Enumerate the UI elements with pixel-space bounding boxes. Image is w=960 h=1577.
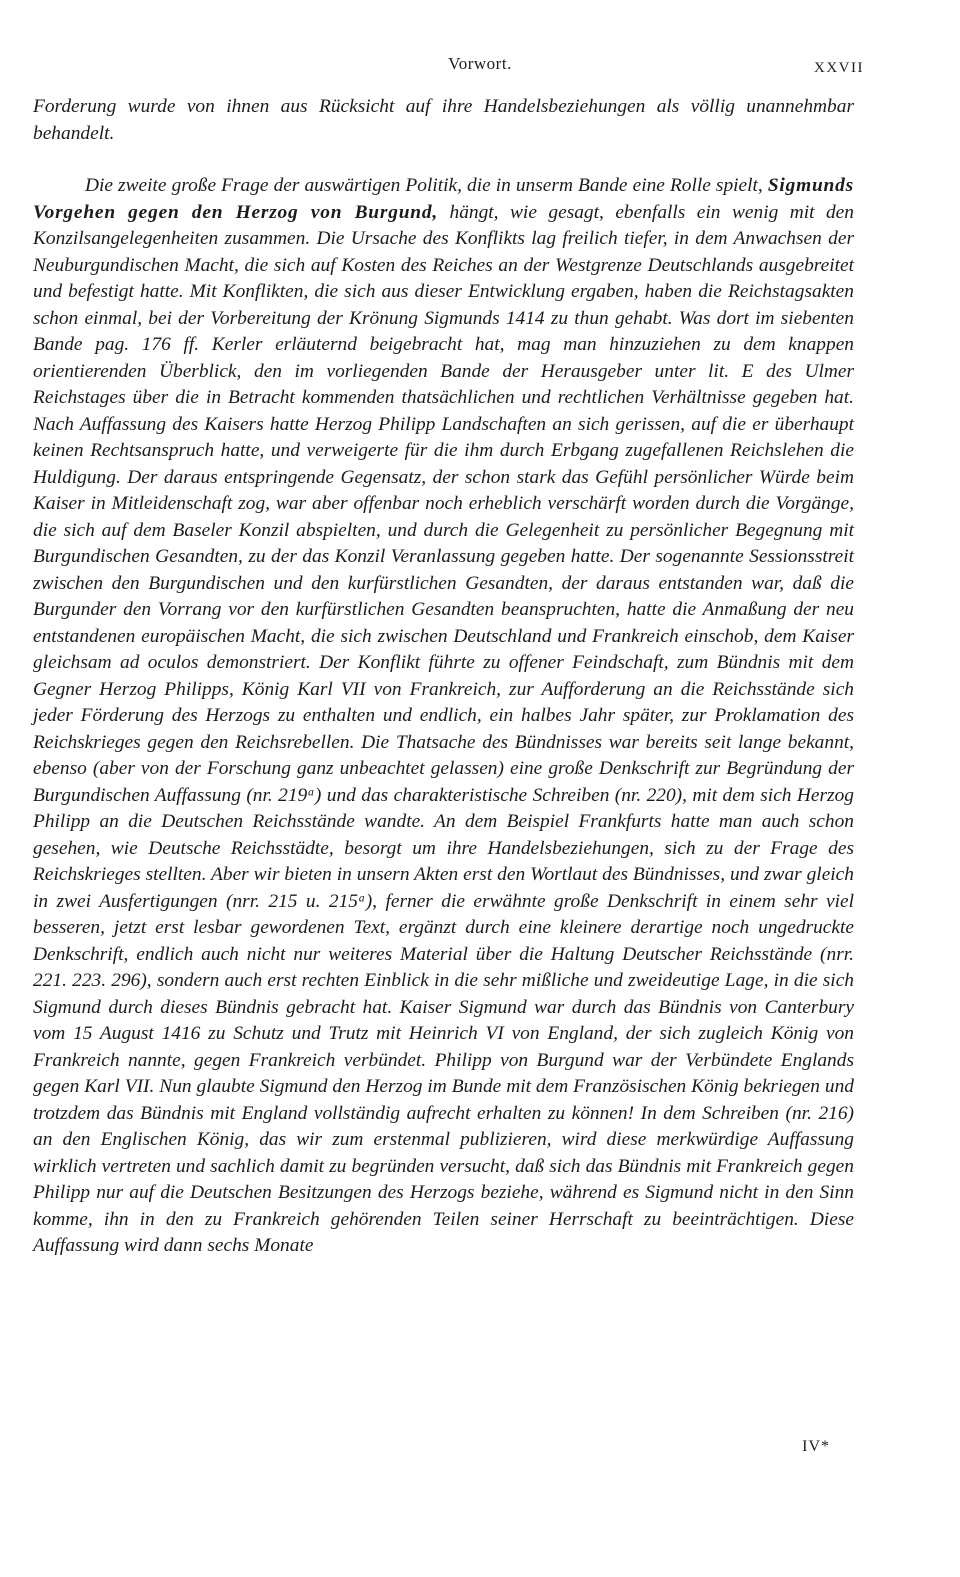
running-header-title: Vorwort. [448,54,512,73]
paragraph-2-emphasis: Sigmunds Vorgehen gegen den Herzog von Burgund, [33,175,854,223]
page-number: XXVII [814,60,864,76]
paragraph-2-lead: Die zweite große Frage der auswärtigen Politik, die in unserm Bande eine Rolle spielt, [85,175,768,196]
paragraph-2-rest: hängt, wie gesagt, ebenfalls ein wenig mit den Konzilsangelegenheiten zusammen. Die Ursache des Konflikts lag freilich tiefer, in dem Anwachsen der Neuburgundischen Macht, die sich auf Kosten des Reiches an der Westgrenze Deutschlands ausgebreitet und befestigt hatte. Mit Konflikten, die sich aus dieser Entwicklung ergaben, haben die Reichstagsakten schon einmal, bei der Vorbereitung der Krönung Sigmunds 1414 zu thun gehabt. Was dort im siebenten Bande pag. 176 ff. Kerler erläuternd beigebracht hat, mag man hinzuziehen zu dem knappen orientierenden Überblick, den im vorliegenden Bande der Herausgeber unter lit. E des Ulmer Reichstages über die in Betracht kommenden thatsächlichen und rechtlichen Verhältnisse gegeben hat. Nach Auffassung des Kaisers hatte Herzog Philipp Landschaften an sich gerissen, auf die er überhaupt keinen Rechtsanspruch hatte, und verweigerte für die ihm durch Erbgang zugefallenen Reichslehen die Huldigung. Der daraus entspringende Gegensatz, der schon stark das Gefühl persönlicher Würde beim Kaiser in Mitleidenschaft zog, war aber offenbar noch erheblich verschärft worden durch die Vorgänge, die sich auf dem Baseler Konzil abspielten, und durch die Gelegenheit zu persönlicher Begegnung mit Burgundischen Gesandten, zu der das Konzil Veranlassung gegeben hatte. Der sogenannte Sessionsstreit zwischen den Burgundischen und den kurfürstlichen Gesandten, der daraus entstanden war, daß die Burgunder den Vorrang vor den kurfürstlichen Gesandten beanspruchten, hatte die Anmaßung der neu entstandenen europäischen Macht, die sich zwischen Deutschland und Frankreich einschob, dem Kaiser gleichsam ad oculos demonstriert. Der Konflikt führte zu offener Feindschaft, zum Bündnis mit dem Gegner Herzog Philipps, König Karl VII von Frankreich, zur Aufforderung an die Reichsstände sich jeder Förderung des Herzogs zu enthalten und endlich, ein halbes Jahr später, zur Proklamation des Reichskrieges gegen den Reichsrebellen. Die Thatsache des Bündnisses war bereits seit lange bekannt, ebenso (aber von der Forschung ganz unbeachtet gelassen) eine große Denkschrift zur Begründung der Burgundischen Auffassung (nr. 219ᵃ) und das charakteristische Schreiben (nr. 220), mit dem sich Herzog Philipp an die Deutschen Reichsstände wandte. An dem Beispiel Frankfurts hatte man auch schon gesehen, wie Deutsche Reichsstädte, besorgt um ihre Handelsbeziehungen, sich zu der Frage des Reichskrieges stellten. Aber wir bieten in unsern Akten erst den Wortlaut des Bündnisses, und zwar gleich in zwei Ausfertigungen (nrr. 215 u. 215ᵃ), ferner die erwähnte große Denkschrift in einem sehr viel besseren, jetzt erst lesbar gewordenen Text, ergänzt durch eine kleinere derartige noch ungedruckte Denkschrift, endlich auch nicht nur weiteres Material über die Haltung Deutscher Reichsstände (nrr. 221. 223. 296), sondern auch erst rechten Einblick in die sehr mißliche und zweideutige Lage, in die sich Sigmund durch dieses Bündnis gebracht hat. Kaiser Sigmund war durch das Bündnis von Canterbury vom 15 August 1416 zu Schutz und Trutz mit Heinrich VI von England, der sich zugleich König von Frankreich nannte, gegen Frankreich verbündet. Philipp von Burgund war der Verbündete Englands gegen Karl VII. Nun glaubte Sigmund den Herzog im Bunde mit dem Französischen König bekriegen und trotzdem das Bündnis mit England vollständig aufrecht erhalten zu können! In dem Schreiben (nr. 216) an den Englischen König, das wir zum erstenmal publizieren, wird diese merkwürdige Auffassung wirklich vertreten und sachlich damit zu begründen versucht, daß sich das Bündnis mit Frankreich gegen Philipp nur auf die Deutschen Besitzungen des Herzogs beziehe, während es Sigmund nicht in den Sinn komme, ihn in den zu Frankreich gehörenden Teilen seiner Herrschaft zu beeinträchtigen. Diese Auffassung wird dann sechs Monate [33,201,854,1256]
paragraph-1: Forderung wurde von ihnen aus Rücksicht auf ihre Handelsbeziehungen als völlig unannehmbar behandelt. [33,96,854,144]
paragraph-2 [33,173,854,1260]
signature-mark: IV* [802,1438,830,1455]
